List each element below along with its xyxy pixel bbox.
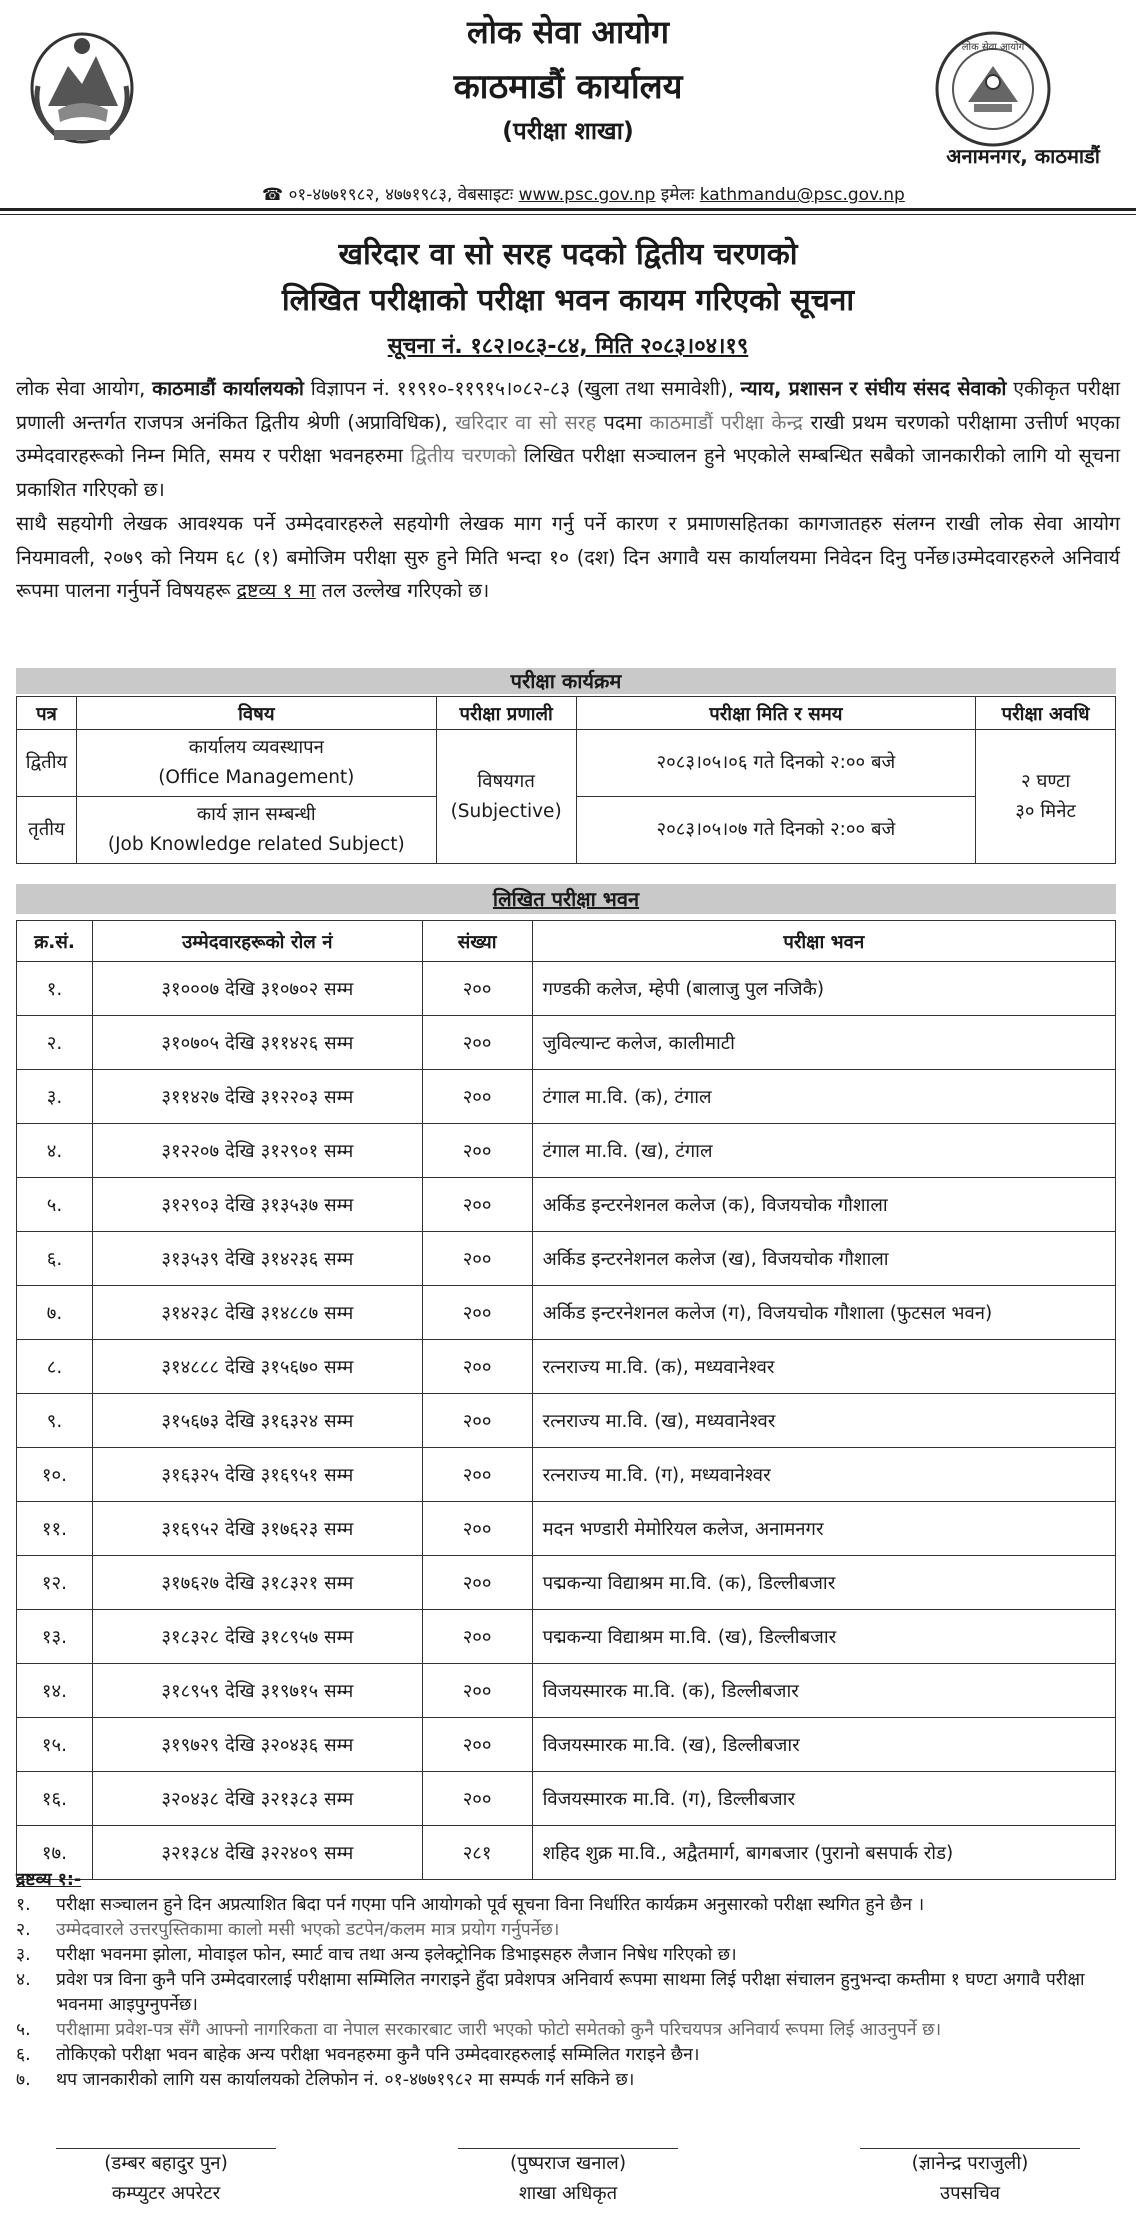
p1-centre: काठमाडौं परीक्षा केन्द्र [649,410,803,434]
signatory-name: (पुष्पराज खनाल) [509,2153,627,2174]
subject-en: (Job Knowledge related Subject) [107,834,405,855]
signatory-title: उपसचिव [940,2183,1000,2204]
row-count: २०० [422,1610,532,1664]
p2-text: तल उल्लेख गरिएको छ। [315,579,490,602]
row-sn: ७. [17,1286,93,1340]
row-hall: रत्नराज्य मा.वि. (क), मध्यवानेश्वर [532,1340,1115,1394]
paper: तृतीय [17,797,77,864]
row-hall: शहिद शुक्र मा.वि., अद्वैतमार्ग, बागबजार (पुरानो बसपार्क रोड) [532,1826,1115,1880]
row-hall: मदन भण्डारी मेमोरियल कलेज, अनामनगर [532,1502,1115,1556]
row-hall: गण्डकी कलेज, म्हेपी (बालाजु पुल नजिकै) [532,962,1115,1016]
row-roll-range: ३१२९०३ देखि ३१३५३७ सम्म [92,1178,422,1232]
table-row [17,730,1116,797]
signature-block [820,2148,1120,2209]
row-hall: रत्नराज्य मा.वि. (ग), मध्यवानेश्वर [532,1448,1115,1502]
col-paper: पत्र [17,697,77,730]
list-item [16,2018,1120,2043]
notice-reference [0,330,1136,360]
p1-text: राखी प्रथम चरणको परीक्षामा उत्तीर्ण भएका उम्मेदवारहरूको निम्न मिति, समय र परीक्षा भवनहरुमा [16,410,1120,467]
row-count: २०० [422,1772,532,1826]
table-row [17,1610,1116,1664]
table-row [17,1394,1116,1448]
note-number: ६. [16,2045,31,2065]
row-sn: १६. [17,1772,93,1826]
row-sn: ९. [17,1394,93,1448]
row-hall: रत्नराज्य मा.वि. (ख), मध्यवानेश्वर [532,1394,1115,1448]
notice-ref-text: सूचना नं. १८२।०८३-८४, मिति २०८३।०४।१९ [387,334,749,359]
row-sn: १३. [17,1610,93,1664]
subject-np: कार्यालय व्यवस्थापन [188,737,324,758]
notes-list [16,1893,1120,2093]
row-hall: अर्किड इन्टरनेशनल कलेज (ख), विजयचोक गौशाला [532,1232,1115,1286]
note-text: परीक्षा भवनमा झोला, मोवाइल फोन, स्मार्ट वाच तथा अन्य इलेक्ट्रोनिक डिभाइसहरु लैजान निषेध गरिएको छ। [56,1945,737,1965]
row-hall: पद्मकन्या विद्याश्रम मा.वि. (क), डिल्लीबजार [532,1556,1115,1610]
letterhead [0,0,1136,212]
branch-name: (परीक्षा शाखा) [502,117,634,145]
signatory-title: कम्प्युटर अपरेटर [111,2183,221,2204]
note-text: परीक्षा सञ्चालन हुने दिन अप्रत्याशित बिदा पर्न गएमा पनि आयोगको पूर्व सूचना विना निर्धारित कार्यक्रम अनुसारको परीक्षा स्थगित हुने छैन । [56,1895,925,1915]
p1-phase: द्वितीय चरणको [410,444,517,467]
website-label: वेबसाइटः [457,185,514,205]
col-hall: परीक्षा भवन [532,921,1115,962]
p1-post: खरिदार वा सो सरह [455,410,597,434]
signatory-name: (ज्ञानेन्द्र पराजुली) [911,2153,1029,2174]
duration-hours: २ घण्टा [1020,770,1071,792]
row-hall: विजयस्मारक मा.वि. (ग), डिल्लीबजार [532,1772,1115,1826]
row-sn: ८. [17,1340,93,1394]
table-row [17,1502,1116,1556]
row-roll-range: ३१३५३९ देखि ३१४२३६ सम्म [92,1232,422,1286]
note-number: २. [16,1920,31,1940]
row-sn: १०. [17,1448,93,1502]
exam-system [436,730,576,864]
duration-minutes: ३० मिनेट [1015,800,1076,822]
list-item [16,1968,1120,2018]
row-roll-range: ३१०७०५ देखि ३११४२६ सम्म [92,1016,422,1070]
row-hall: टंगाल मा.वि. (ख), टंगाल [532,1124,1115,1178]
row-roll-range: ३१९७२९ देखि ३२०४३६ सम्म [92,1718,422,1772]
row-sn: ३. [17,1070,93,1124]
col-count: संख्या [422,921,532,962]
halls-body [17,962,1116,1880]
list-item [16,1893,1120,1918]
row-sn: ५. [17,1178,93,1232]
schedule-heading: परीक्षा कार्यक्रम [16,668,1116,694]
row-sn: ४. [17,1124,93,1178]
organization-name: लोक सेवा आयोग [466,13,670,51]
schedule-table [16,696,1116,864]
note-number: ३. [16,1945,31,1965]
table-row [17,1340,1116,1394]
signatory-name: (डम्बर बहादुर पुन) [104,2153,228,2174]
row-hall: टंगाल मा.वि. (क), टंगाल [532,1070,1115,1124]
col-sn: क्र.सं. [17,921,93,962]
email-label: इमेलः [660,185,695,205]
p1-text: लोक सेवा आयोग, [16,377,153,400]
note-number: ४. [16,1970,31,1990]
table-row [17,1016,1116,1070]
website-link[interactable]: www.psc.gov.np [518,185,656,205]
note-number: १. [16,1895,31,1915]
col-subject: विषय [76,697,436,730]
row-hall: अर्किड इन्टरनेशनल कलेज (क), विजयचोक गौशाला [532,1178,1115,1232]
signatory-title: शाखा अधिकृत [518,2183,618,2204]
notes-section [16,1868,1120,2093]
row-sn: १२. [17,1556,93,1610]
row-roll-range: ३१४८८८ देखि ३१५६७० सम्म [92,1340,422,1394]
row-count: २०० [422,1070,532,1124]
note-text: प्रवेश पत्र विना कुनै पनि उम्मेदवारलाई परीक्षामा सम्मिलित नगराइने हुँदा प्रवेशपत्र अनिवार्य रूपमा साथमा लिई परीक्षा संचालन हुनुभन्दा कम्तीमा १ घण्टा अगावै परीक्षा भवनमा आइपुग्नुपर्नेछ। [56,1970,1085,2015]
col-duration: परीक्षा अवधि [976,697,1116,730]
table-row [17,1718,1116,1772]
row-roll-range: ३१०००७ देखि ३१०७०२ सम्म [92,962,422,1016]
row-roll-range: ३१४२३८ देखि ३१४८८७ सम्म [92,1286,422,1340]
row-roll-range: ३१५६७३ देखि ३१६३२४ सम्म [92,1394,422,1448]
notice-title-line1: खरिदार वा सो सरह पदको द्वितीय चरणको [338,237,798,272]
row-hall: विजयस्मारक मा.वि. (ख), डिल्लीबजार [532,1718,1115,1772]
row-hall: पद्मकन्या विद्याश्रम मा.वि. (ख), डिल्लीबजार [532,1610,1115,1664]
table-row [17,1178,1116,1232]
header-divider-thin [0,214,1136,215]
list-item [16,1943,1120,1968]
halls-heading [16,884,1116,914]
list-item [16,2068,1120,2093]
paper: द्वितीय [17,730,77,797]
row-roll-range: ३१६३२५ देखि ३१६९५१ सम्म [92,1448,422,1502]
header-divider [0,208,1136,211]
p1-text: लिखित परीक्षा सञ्चालन हुने भएकोले सम्बन्धित सबैको जानकारीको लागि यो सूचना प्रकाशित गरिएको छ। [16,444,1121,501]
email-link[interactable]: kathmandu@psc.gov.np [699,185,905,205]
exam-duration [976,730,1116,864]
row-hall: विजयस्मारक मा.वि. (क), डिल्लीबजार [532,1664,1115,1718]
row-count: २०० [422,1502,532,1556]
table-row [17,1664,1116,1718]
row-roll-range: ३२१३८४ देखि ३२२४०९ सम्म [92,1826,422,1880]
row-count: २८१ [422,1826,532,1880]
subject-en: (Office Management) [158,767,355,788]
row-hall: अर्किड इन्टरनेशनल कलेज (ग), विजयचोक गौशाला (फुटसल भवन) [532,1286,1115,1340]
notes-heading: द्रष्टव्य १:- [16,1870,82,1890]
halls-header-row [17,921,1116,962]
halls-heading-text: लिखित परीक्षा भवन [492,887,640,911]
table-row [17,1448,1116,1502]
schedule-header-row [17,697,1116,730]
system-np: विषयगत [477,770,535,792]
row-count: २०० [422,1286,532,1340]
exam-datetime: २०८३।०५।०६ गते दिनको २:०० बजे [576,730,975,797]
row-count: २०० [422,1124,532,1178]
table-row [17,1556,1116,1610]
table-row [17,1124,1116,1178]
row-count: २०० [422,1394,532,1448]
row-sn: २. [17,1016,93,1070]
system-en: (Subjective) [450,800,562,822]
phone-numbers: ☎ ०१-४७७१९८२, ४७७१९८३, [262,185,453,205]
row-roll-range: ३१७६२७ देखि ३१८३२१ सम्म [92,1556,422,1610]
subject [76,797,436,864]
office-address: अनामनगर, काठमाडौं [946,144,1100,168]
row-sn: १७. [17,1826,93,1880]
row-sn: १. [17,962,93,1016]
row-roll-range: ३१८३२८ देखि ३१८९५७ सम्म [92,1610,422,1664]
signature-block [16,2148,316,2209]
row-count: २०० [422,1718,532,1772]
table-row [17,962,1116,1016]
note-text: थप जानकारीको लागि यस कार्यालयको टेलिफोन नं. ०१-४७७१९८२ मा सम्पर्क गर्न सकिने छ। [56,2070,635,2090]
row-hall: जुविल्यान्ट कलेज, कालीमाटी [532,1016,1115,1070]
note-number: ७. [16,2070,31,2090]
row-roll-range: ३१६९५२ देखि ३१७६२३ सम्म [92,1502,422,1556]
row-roll-range: ३१८९५९ देखि ३१९७१५ सम्म [92,1664,422,1718]
row-count: २०० [422,1448,532,1502]
p1-text: विज्ञापन नं. ११९१०-११९१५।०८२-८३ (खुला तथा समावेशी), [303,377,741,400]
office-name: काठमाडौं कार्यालय [453,67,683,107]
col-system: परीक्षा प्रणाली [436,697,576,730]
row-sn: १४. [17,1664,93,1718]
row-sn: १५. [17,1718,93,1772]
row-count: २०० [422,1178,532,1232]
row-count: २०० [422,1556,532,1610]
row-count: २०० [422,1016,532,1070]
p2-note-ref: द्रष्टव्य १ मा [236,579,316,602]
note-text: परीक्षामा प्रवेश-पत्र सँगै आफ्नो नागरिकता वा नेपाल सरकारबाट जारी भएको फोटो समेतको कुनै परिचयपत्र अनिवार्य रूपमा लिई आउनुपर्ने छ। [56,2020,942,2040]
exam-datetime: २०८३।०५।०७ गते दिनको २:०० बजे [576,797,975,864]
row-count: २०० [422,1232,532,1286]
psc-seal-icon [934,30,1052,148]
row-sn: ११. [17,1502,93,1556]
table-row [17,1772,1116,1826]
col-datetime: परीक्षा मिति र समय [576,697,975,730]
row-sn: ६. [17,1232,93,1286]
row-roll-range: ३२०४३८ देखि ३२१३८३ सम्म [92,1772,422,1826]
table-row [17,1286,1116,1340]
seal-text: लोक सेवा आयोग [961,42,1025,53]
contact-line [262,182,905,205]
row-roll-range: ३१२२०७ देखि ३१२९०१ सम्म [92,1124,422,1178]
p2-text: साथै सहयोगी लेखक आवश्यक पर्ने उम्मेदवारहरुले सहयोगी लेखक माग गर्नु पर्ने कारण र प्रमाणसहितका कागजातहरु संलग्न राखी लोक सेवा आयोग नियमावली, २०७९ को नियम ६८ (१) बमोजिम परीक्षा सुरु हुने मिति भन्दा १० (दश) दिन अगावै यस कार्यालयमा निवेदन दिनु पर्नेछ।उम्मेदवारहरुले अनिवार्य रूपमा पालना गर्नुपर्ने विषयहरू [16,512,1120,602]
p1-text: एकीकृत परीक्षा प्रणाली अन्तर्गत राजपत्र अनंकित द्वितीय श्रेणी (अप्राविधिक), [16,377,1121,434]
subject-np: कार्य ज्ञान सम्बन्धी [196,804,316,825]
notice-paragraph-2 [16,507,1120,608]
list-item [16,2043,1120,2068]
table-row [17,1070,1116,1124]
row-roll-range: ३११४२७ देखि ३१२२०३ सम्म [92,1070,422,1124]
list-item [16,1918,1120,1943]
row-count: २०० [422,962,532,1016]
p1-office: काठमाडौं कार्यालयको [152,377,304,400]
table-row [17,1232,1116,1286]
note-text: तोकिएको परीक्षा भवन बाहेक अन्य परीक्षा भवनहरुमा कुनै पनि उम्मेदवारहरुलाई सम्मिलित गराइने छैन। [56,2045,700,2065]
row-count: २०० [422,1664,532,1718]
subject [76,730,436,797]
note-text: उम्मेदवारले उत्तरपुस्तिकामा कालो मसी भएको डटपेन/कलम मात्र प्रयोग गर्नुपर्नेछ। [56,1920,560,1940]
p1-text: पदमा [596,410,650,434]
notice-title-line2: लिखित परीक्षाको परीक्षा भवन कायम गरिएको सूचना [281,283,855,318]
note-number: ५. [16,2020,31,2040]
p1-services: न्याय, प्रशासन र संघीय संसद सेवाको [740,377,1007,400]
col-roll: उम्मेदवारहरूको रोल नं [92,921,422,962]
notice-paragraph-1 [16,372,1120,506]
row-count: २०० [422,1340,532,1394]
exam-halls-table [16,920,1116,1880]
signature-block [418,2148,718,2209]
